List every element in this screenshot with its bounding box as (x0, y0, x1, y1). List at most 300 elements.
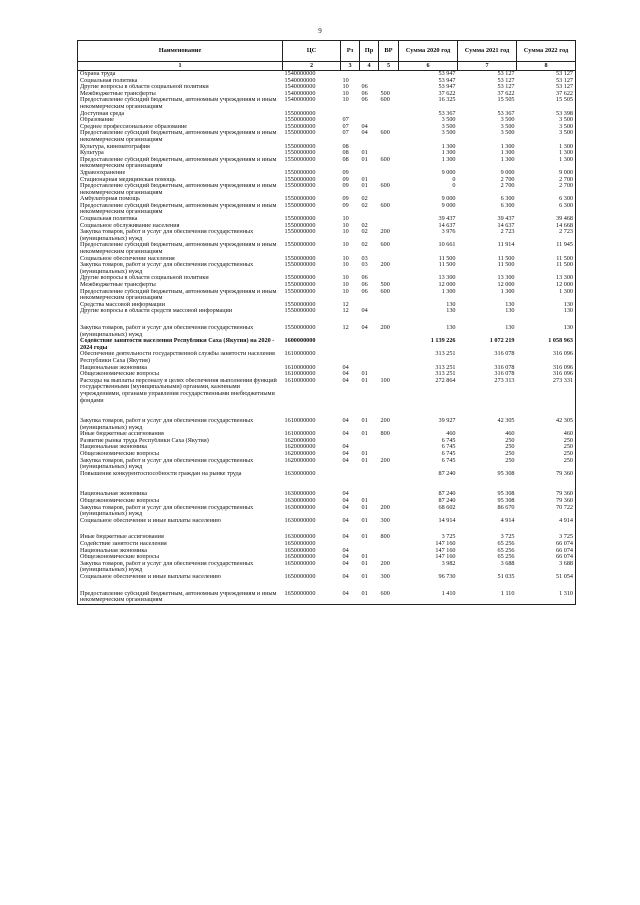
spacer-cell (517, 524, 576, 534)
cell-sum-2021: 250 (505, 451, 515, 458)
cell-name: Межбюджетные трансферты (78, 91, 283, 98)
table-row (78, 203, 576, 216)
column-number-row (78, 62, 576, 71)
cell-cs: 1550000000 (284, 176, 316, 183)
cell-pr: 01 (361, 504, 368, 511)
cell-sum-2022: 250 (517, 458, 576, 471)
cell-sum-2020: 96 730 (438, 573, 456, 580)
cell-name: Предоставление субсидий бюджетным, автономным учреждениям и иным некоммерческим организациям (78, 203, 283, 216)
cell-sum-2020: 9 000 (441, 196, 456, 203)
cell-cs: 1630000000 (284, 470, 316, 477)
cell-sum-2022: 53 398 (517, 111, 576, 118)
cell-pr: 01 (361, 457, 368, 464)
cell-sum-2021: 95 308 (497, 470, 515, 477)
cell-pr: 01 (361, 560, 368, 567)
cell-sum-2022: 1 310 (517, 591, 576, 605)
cell-cs: 1610000000 (284, 371, 316, 378)
cell-rz: 10 (342, 84, 349, 91)
cell-sum-2020: 3 500 (441, 130, 456, 137)
cell-pr: 01 (361, 156, 368, 163)
spacer-cell (517, 477, 576, 491)
table-row (78, 541, 576, 548)
cell-cs: 1630000000 (284, 498, 316, 505)
cell-pr (360, 144, 379, 151)
cell-sum-2021: 65 256 (497, 547, 515, 554)
cell-pr (360, 541, 379, 548)
table-row (78, 471, 576, 478)
cell-sum-2020: 87 240 (438, 498, 456, 505)
cell-sum-2021: 11 914 (497, 242, 515, 249)
cell-vr (379, 438, 399, 445)
cell-cs: 1550000000 (284, 196, 316, 203)
cell-sum-2020: 3 500 (441, 123, 456, 130)
cell-cs: 1550000000 (284, 117, 316, 124)
cell-rz: 10 (342, 282, 349, 288)
cell-pr: 06 (361, 90, 368, 97)
cell-vr: 500 (380, 90, 390, 97)
cell-sum-2020: 3 976 (441, 229, 456, 236)
cell-vr: 300 (380, 573, 390, 580)
cell-sum-2022: 6 300 (517, 203, 576, 216)
cell-name: Предоставление субсидий бюджетным, автономным учреждениям и иным некоммерческим организациям (78, 242, 283, 255)
column-number: 2 (283, 62, 341, 71)
cell-sum-2020: 87 240 (438, 470, 456, 477)
header-sum-2020: Сумма 2020 год (399, 41, 458, 62)
cell-sum-2022: 9 000 (517, 170, 576, 177)
cell-name: Социальное обслуживание населения (78, 223, 283, 230)
cell-vr (379, 117, 399, 124)
cell-sum-2022: 316 096 (517, 351, 576, 364)
cell-cs: 1610000000 (284, 377, 316, 384)
table-row (78, 216, 576, 223)
cell-cs: 1610000000 (284, 351, 316, 358)
column-number: 1 (78, 62, 283, 71)
cell-cs: 1550000000 (284, 308, 316, 315)
cell-vr (379, 338, 399, 351)
spacer-cell (341, 404, 360, 418)
cell-cs: 1550000000 (284, 301, 316, 308)
cell-pr (360, 338, 379, 351)
spacer-cell (360, 404, 379, 418)
cell-rz: 04 (342, 364, 349, 371)
cell-sum-2021: 130 (505, 324, 515, 331)
cell-sum-2020: 9 000 (441, 169, 456, 176)
cell-sum-2021: 42 305 (497, 418, 515, 425)
cell-vr: 600 (380, 97, 390, 104)
cell-vr (379, 223, 399, 230)
spacer-cell (341, 581, 360, 591)
cell-rz: 10 (342, 90, 349, 97)
cell-sum-2020: 1 300 (441, 156, 456, 163)
spacer-cell (283, 477, 341, 491)
spacer-cell (399, 524, 458, 534)
spacer-row (78, 404, 576, 418)
cell-sum-2020: 0 (452, 176, 456, 183)
spacer-row (78, 524, 576, 534)
cell-sum-2020: 1 300 (441, 143, 456, 150)
spacer-cell (78, 524, 283, 534)
cell-cs: 1650000000 (283, 591, 341, 605)
table-row (78, 418, 576, 431)
cell-sum-2021: 1 300 (500, 143, 515, 150)
cell-name: Закупка товаров, работ и услуг для обеспечения государственных (муниципальных) нужд (78, 418, 283, 431)
cell-pr: 06 (361, 282, 368, 288)
page-number: 9 (318, 27, 322, 35)
cell-sum-2020: 39 437 (438, 216, 456, 223)
spacer-cell (78, 477, 283, 491)
cell-rz: 04 (342, 418, 349, 425)
header-vr: ВР (379, 41, 399, 62)
cell-name: Культура (78, 150, 283, 157)
cell-vr: 600 (380, 288, 390, 295)
table-row (78, 229, 576, 242)
spacer-cell (399, 477, 458, 491)
cell-vr: 200 (380, 418, 390, 425)
cell-sum-2021: 4 914 (500, 517, 515, 524)
cell-sum-2022: 130 (517, 308, 576, 315)
spacer-cell (379, 477, 399, 491)
cell-rz: 04 (342, 547, 349, 554)
cell-cs: 1550000000 (284, 288, 316, 295)
table-row (78, 325, 576, 338)
cell-cs: 1550000000 (284, 242, 316, 249)
cell-rz: 04 (342, 498, 349, 505)
cell-name: Культура, кинематография (78, 144, 283, 151)
cell-pr (360, 302, 379, 309)
cell-pr (360, 365, 379, 372)
cell-name: Амбулаторная помощь (78, 196, 283, 203)
cell-rz: 10 (342, 262, 349, 269)
spacer-row (78, 315, 576, 325)
spacer-cell (78, 581, 283, 591)
cell-cs: 1550000000 (284, 156, 316, 163)
cell-rz (341, 111, 360, 118)
cell-sum-2020: 1 300 (441, 288, 456, 295)
cell-sum-2020: 11 500 (438, 262, 456, 269)
cell-sum-2022: 130 (517, 302, 576, 309)
cell-rz: 04 (342, 371, 349, 378)
cell-sum-2022: 13 300 (517, 275, 576, 282)
cell-sum-2020: 313 251 (435, 364, 456, 371)
cell-vr (379, 491, 399, 498)
spacer-cell (458, 404, 517, 418)
header-name: Наименование (78, 41, 283, 62)
cell-pr: 02 (361, 242, 368, 249)
cell-name: Предоставление субсидий бюджетным, автономным учреждениям и иным некоммерческим организациям (78, 130, 283, 143)
cell-rz: 07 (342, 130, 349, 137)
cell-rz: 10 (342, 97, 349, 104)
cell-vr: 200 (380, 229, 390, 236)
spacer-cell (399, 315, 458, 325)
cell-pr: 06 (361, 84, 368, 91)
cell-sum-2022: 4 914 (517, 518, 576, 525)
table-row (78, 144, 576, 151)
cell-sum-2020: 6 745 (441, 437, 456, 444)
cell-sum-2021: 316 078 (494, 364, 515, 371)
cell-sum-2020: 1 300 (441, 150, 456, 157)
table-row (78, 491, 576, 498)
cell-vr (379, 177, 399, 184)
table-row (78, 150, 576, 157)
cell-pr (360, 170, 379, 177)
cell-name: Закупка товаров, работ и услуг для обеспечения государственных (муниципальных) нужд (78, 505, 283, 518)
cell-cs: 1550000000 (284, 123, 316, 130)
cell-pr: 04 (361, 308, 368, 315)
cell-cs: 1550000000 (284, 229, 316, 236)
cell-pr: 04 (361, 123, 368, 130)
cell-vr (379, 150, 399, 157)
cell-name: Другие вопросы в области социальной политики (78, 275, 283, 282)
table-row (78, 289, 576, 302)
cell-name: Общеэкономические вопросы (78, 554, 283, 561)
cell-cs: 1550000000 (284, 110, 316, 117)
cell-rz: 10 (342, 77, 349, 84)
cell-sum-2020: 39 927 (438, 418, 456, 425)
cell-sum-2021: 65 256 (497, 554, 515, 561)
cell-name: Обеспечение деятельности государственной службы занятости населения Республики Саха (Якутия) (78, 351, 283, 364)
cell-cs: 1650000000 (284, 541, 316, 547)
cell-sum-2021: 15 505 (497, 97, 515, 104)
cell-sum-2020: 147 160 (435, 547, 456, 554)
cell-sum-2020: 6 745 (441, 457, 456, 464)
cell-cs: 1540000000 (284, 77, 316, 84)
cell-sum-2022: 130 (517, 325, 576, 338)
table-row (78, 438, 576, 445)
spacer-cell (360, 581, 379, 591)
cell-rz: 08 (342, 156, 349, 163)
cell-pr: 01 (361, 517, 368, 524)
header-pr: Пр (360, 41, 379, 62)
cell-sum-2021: 1 072 219 (489, 338, 515, 345)
cell-rz: 07 (342, 123, 349, 130)
cell-cs: 1550000000 (284, 324, 316, 331)
cell-sum-2021: 37 622 (497, 90, 515, 97)
cell-sum-2020: 13 300 (438, 275, 456, 282)
spacer-cell (360, 524, 379, 534)
table-row (78, 111, 576, 118)
table-row (78, 591, 576, 605)
cell-cs: 1650000000 (284, 560, 316, 567)
cell-pr: 03 (361, 255, 368, 262)
cell-vr (379, 302, 399, 309)
cell-cs: 1620000000 (284, 457, 316, 464)
cell-name: Предоставление субсидий бюджетным, автономным учреждениям и иным некоммерческим организациям (78, 183, 283, 196)
cell-cs: 1540000000 (284, 90, 316, 97)
cell-name: Закупка товаров, работ и услуг для обеспечения государственных (муниципальных) нужд (78, 561, 283, 574)
cell-sum-2022: 3 688 (517, 561, 576, 574)
cell-sum-2022: 11 945 (517, 242, 576, 255)
cell-vr (379, 451, 399, 458)
cell-cs: 1650000000 (284, 573, 316, 580)
cell-rz: 10 (342, 216, 349, 223)
cell-sum-2022: 273 331 (517, 378, 576, 404)
cell-vr (379, 308, 399, 315)
table-row (78, 308, 576, 315)
cell-sum-2022: 11 500 (517, 262, 576, 275)
cell-pr: 01 (361, 183, 368, 190)
spacer-cell (379, 524, 399, 534)
table-row (78, 444, 576, 451)
table-row (78, 518, 576, 525)
cell-vr: 200 (380, 262, 390, 269)
cell-sum-2022: 2 700 (517, 183, 576, 196)
table-row (78, 365, 576, 372)
cell-pr: 01 (361, 176, 368, 183)
cell-sum-2020: 53 947 (438, 70, 456, 77)
cell-pr: 04 (361, 130, 368, 137)
table-row (78, 177, 576, 184)
budget-table (77, 40, 576, 605)
cell-sum-2020: 3 500 (441, 117, 456, 124)
cell-vr (379, 541, 399, 548)
cell-sum-2021: 1 300 (500, 288, 515, 295)
cell-vr: 200 (380, 504, 390, 511)
spacer-cell (399, 404, 458, 418)
cell-sum-2021: 2 700 (500, 176, 515, 183)
cell-sum-2022: 53 127 (517, 71, 576, 78)
cell-sum-2020: 87 240 (438, 491, 456, 498)
cell-pr (360, 351, 379, 364)
cell-pr: 03 (361, 262, 368, 269)
table-row (78, 498, 576, 505)
cell-rz: 12 (342, 308, 349, 315)
cell-rz (341, 541, 360, 548)
cell-sum-2021: 460 (505, 431, 515, 438)
cell-vr: 600 (380, 156, 390, 163)
cell-sum-2022: 3 725 (517, 534, 576, 541)
cell-rz: 10 (342, 288, 349, 295)
cell-cs: 1600000000 (284, 338, 316, 345)
cell-sum-2021: 65 256 (497, 541, 515, 547)
table-row (78, 157, 576, 170)
cell-rz: 10 (342, 222, 349, 229)
cell-cs: 1630000000 (284, 504, 316, 511)
cell-name: Национальная экономика (78, 491, 283, 498)
table-row (78, 256, 576, 263)
cell-rz: 09 (342, 169, 349, 176)
cell-name: Социальное обеспечение населения (78, 256, 283, 263)
table-header-row (78, 41, 576, 62)
cell-name: Социальная политика (78, 78, 283, 85)
spacer-cell (283, 404, 341, 418)
cell-vr (379, 111, 399, 118)
cell-vr (379, 144, 399, 151)
cell-sum-2022: 53 127 (517, 78, 576, 85)
spacer-cell (517, 404, 576, 418)
cell-cs: 1550000000 (284, 143, 316, 150)
cell-sum-2022: 15 505 (517, 97, 576, 110)
cell-sum-2022: 66 074 (517, 541, 576, 548)
cell-vr (379, 84, 399, 91)
cell-sum-2021: 3 500 (500, 130, 515, 137)
cell-sum-2021: 39 437 (497, 216, 515, 223)
cell-sum-2020: 272 864 (435, 377, 456, 384)
cell-sum-2021: 3 725 (500, 534, 515, 541)
cell-pr: 04 (361, 324, 368, 331)
cell-cs: 1550000000 (284, 282, 316, 288)
cell-sum-2022: 1 300 (517, 157, 576, 170)
cell-vr: 100 (380, 377, 390, 384)
cell-sum-2020: 0 (452, 183, 456, 190)
cell-sum-2022: 12 000 (517, 282, 576, 289)
cell-sum-2020: 53 367 (438, 110, 456, 117)
cell-vr: 600 (380, 130, 390, 137)
table-row (78, 71, 576, 78)
cell-rz: 09 (342, 202, 349, 209)
cell-sum-2022: 1 300 (517, 150, 576, 157)
table-row (78, 378, 576, 404)
cell-rz: 10 (342, 275, 349, 282)
cell-vr (379, 78, 399, 85)
cell-sum-2021: 250 (505, 444, 515, 451)
cell-name: Предоставление субсидий бюджетным, автономным учреждениям и иным некоммерческим организациям (78, 591, 283, 605)
cell-pr: 06 (361, 288, 368, 295)
cell-vr: 600 (380, 242, 390, 249)
cell-sum-2021: 316 078 (494, 371, 515, 378)
cell-sum-2020: 130 (446, 301, 456, 308)
cell-pr (360, 444, 379, 451)
spacer-cell (379, 315, 399, 325)
cell-cs: 1610000000 (284, 364, 316, 371)
cell-sum-2021: 11 500 (497, 255, 515, 262)
cell-sum-2022: 66 074 (517, 554, 576, 561)
cell-cs: 1630000000 (284, 517, 316, 524)
cell-sum-2022: 70 722 (517, 505, 576, 518)
table-row (78, 117, 576, 124)
cell-name: Предоставление субсидий бюджетным, автономным учреждениям и иным некоммерческим организациям (78, 97, 283, 110)
cell-rz: 04 (342, 377, 349, 384)
table-row (78, 78, 576, 85)
spacer-cell (283, 581, 341, 591)
cell-sum-2021: 2 700 (500, 183, 515, 190)
cell-vr: 200 (380, 560, 390, 567)
cell-sum-2020: 53 947 (438, 77, 456, 84)
cell-sum-2020: 14 637 (438, 222, 456, 229)
cell-sum-2021: 14 637 (497, 222, 515, 229)
table-row (78, 130, 576, 143)
header-sum-2022: Сумма 2022 год (517, 41, 576, 62)
cell-pr: 01 (361, 451, 368, 458)
cell-vr (379, 471, 399, 478)
cell-vr: 600 (379, 591, 399, 605)
cell-vr (379, 170, 399, 177)
cell-sum-2021: 95 308 (497, 491, 515, 498)
cell-name: Социальное обеспечение и иные выплаты населению (78, 518, 283, 525)
cell-sum-2022: 3 500 (517, 130, 576, 143)
cell-pr (360, 471, 379, 478)
cell-sum-2021: 86 670 (497, 504, 515, 511)
table-row (78, 458, 576, 471)
header-rz: Рз (341, 41, 360, 62)
spacer-cell (341, 315, 360, 325)
cell-cs: 1650000000 (284, 547, 316, 554)
cell-pr (360, 548, 379, 555)
cell-pr: 01 (361, 534, 368, 541)
cell-vr: 300 (380, 517, 390, 524)
cell-pr (360, 111, 379, 118)
cell-sum-2022: 250 (517, 451, 576, 458)
table-row (78, 242, 576, 255)
cell-name: Среднее профессиональное образование (78, 124, 283, 131)
cell-sum-2022: 51 054 (517, 574, 576, 581)
cell-pr: 01 (361, 498, 368, 505)
table-row (78, 170, 576, 177)
cell-name: Закупка товаров, работ и услуг для обеспечения государственных (муниципальных) нужд (78, 262, 283, 275)
cell-rz: 09 (342, 196, 349, 203)
cell-sum-2022: 2 723 (517, 229, 576, 242)
cell-sum-2022: 39 468 (517, 216, 576, 223)
table-row (78, 371, 576, 378)
